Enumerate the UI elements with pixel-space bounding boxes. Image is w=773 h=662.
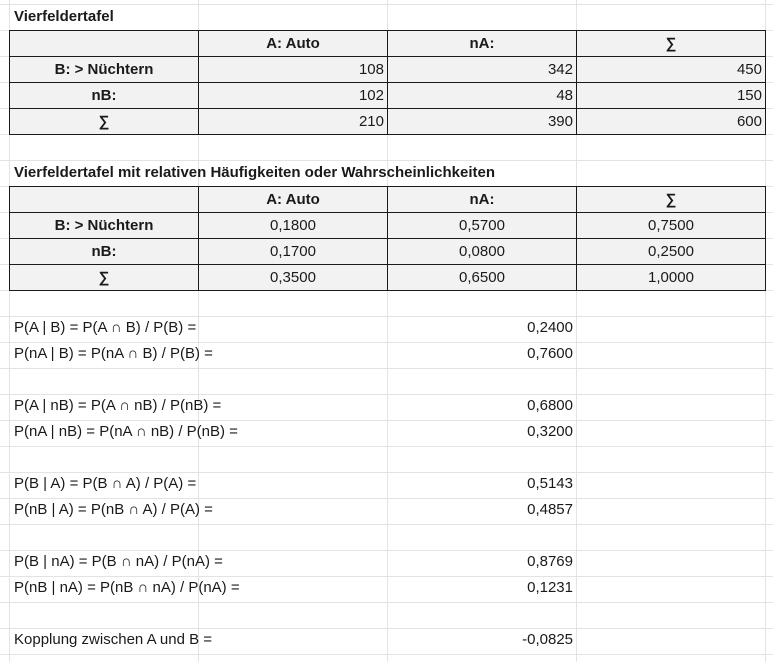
table-cell[interactable]: 0,1700 bbox=[199, 239, 388, 265]
table-cell[interactable]: 210 bbox=[199, 109, 388, 135]
row-label[interactable]: nB: bbox=[10, 239, 199, 265]
formula-label[interactable]: P(A | nB) = P(A ∩ nB) / P(nB) = bbox=[14, 397, 222, 414]
formula-label[interactable]: P(nB | A) = P(nB ∩ A) / P(A) = bbox=[14, 501, 213, 518]
table-cell[interactable]: 108 bbox=[199, 57, 388, 83]
header-cell[interactable]: ∑ bbox=[577, 187, 766, 213]
formula-value[interactable]: 0,7600 bbox=[527, 345, 573, 362]
formula-value[interactable]: 0,6800 bbox=[527, 397, 573, 414]
contingency-table-relative bbox=[9, 186, 766, 291]
formula-label[interactable]: P(B | nA) = P(B ∩ nA) / P(nA) = bbox=[14, 553, 223, 570]
table-row bbox=[10, 109, 766, 135]
formula-label[interactable]: P(nB | nA) = P(nB ∩ nA) / P(nA) = bbox=[14, 579, 240, 596]
formula-value[interactable]: 0,3200 bbox=[527, 423, 573, 440]
row-label[interactable]: ∑ bbox=[10, 109, 199, 135]
table-header-row bbox=[10, 31, 766, 57]
formula-value[interactable]: 0,5143 bbox=[527, 475, 573, 492]
table-cell[interactable]: 150 bbox=[577, 83, 766, 109]
table-cell[interactable]: 0,0800 bbox=[388, 239, 577, 265]
table-row bbox=[10, 213, 766, 239]
table-cell[interactable]: 0,3500 bbox=[199, 265, 388, 291]
row-label[interactable]: nB: bbox=[10, 83, 199, 109]
contingency-table-absolute bbox=[9, 30, 766, 135]
formula-value[interactable]: 0,1231 bbox=[527, 579, 573, 596]
formula-value[interactable]: -0,0825 bbox=[522, 631, 573, 648]
table-row bbox=[10, 57, 766, 83]
header-cell[interactable] bbox=[10, 31, 199, 57]
header-cell[interactable]: nA: bbox=[388, 187, 577, 213]
header-cell[interactable]: nA: bbox=[388, 31, 577, 57]
header-cell[interactable]: A: Auto bbox=[199, 187, 388, 213]
table-cell[interactable]: 48 bbox=[388, 83, 577, 109]
row-label[interactable]: B: > Nüchtern bbox=[10, 213, 199, 239]
table-row bbox=[10, 83, 766, 109]
table-cell[interactable]: 0,6500 bbox=[388, 265, 577, 291]
table-cell[interactable]: 102 bbox=[199, 83, 388, 109]
table-cell[interactable]: 600 bbox=[577, 109, 766, 135]
table-row bbox=[10, 265, 766, 291]
table-cell[interactable]: 342 bbox=[388, 57, 577, 83]
table-cell[interactable]: 0,7500 bbox=[577, 213, 766, 239]
table-cell[interactable]: 0,2500 bbox=[577, 239, 766, 265]
formula-value[interactable]: 0,4857 bbox=[527, 501, 573, 518]
table-cell[interactable]: 450 bbox=[577, 57, 766, 83]
formula-label[interactable]: P(B | A) = P(B ∩ A) / P(A) = bbox=[14, 475, 197, 492]
row-label[interactable]: ∑ bbox=[10, 265, 199, 291]
header-cell[interactable]: ∑ bbox=[577, 31, 766, 57]
table-cell[interactable]: 0,5700 bbox=[388, 213, 577, 239]
header-cell[interactable] bbox=[10, 187, 199, 213]
formula-label[interactable]: P(nA | nB) = P(nA ∩ nB) / P(nB) = bbox=[14, 423, 238, 440]
table1-title[interactable]: Vierfeldertafel bbox=[14, 8, 114, 25]
table-header-row bbox=[10, 187, 766, 213]
table-cell[interactable]: 1,0000 bbox=[577, 265, 766, 291]
formula-label[interactable]: Kopplung zwischen A und B = bbox=[14, 631, 213, 648]
table-cell[interactable]: 390 bbox=[388, 109, 577, 135]
formula-label[interactable]: P(nA | B) = P(nA ∩ B) / P(B) = bbox=[14, 345, 213, 362]
table-cell[interactable]: 0,1800 bbox=[199, 213, 388, 239]
table2-title[interactable]: Vierfeldertafel mit relativen Häufigkeiten oder Wahrscheinlichkeiten bbox=[14, 164, 495, 181]
header-cell[interactable]: A: Auto bbox=[199, 31, 388, 57]
formula-value[interactable]: 0,8769 bbox=[527, 553, 573, 570]
row-label[interactable]: B: > Nüchtern bbox=[10, 57, 199, 83]
formula-label[interactable]: P(A | B) = P(A ∩ B) / P(B) = bbox=[14, 319, 197, 336]
formula-value[interactable]: 0,2400 bbox=[527, 319, 573, 336]
table-row bbox=[10, 239, 766, 265]
